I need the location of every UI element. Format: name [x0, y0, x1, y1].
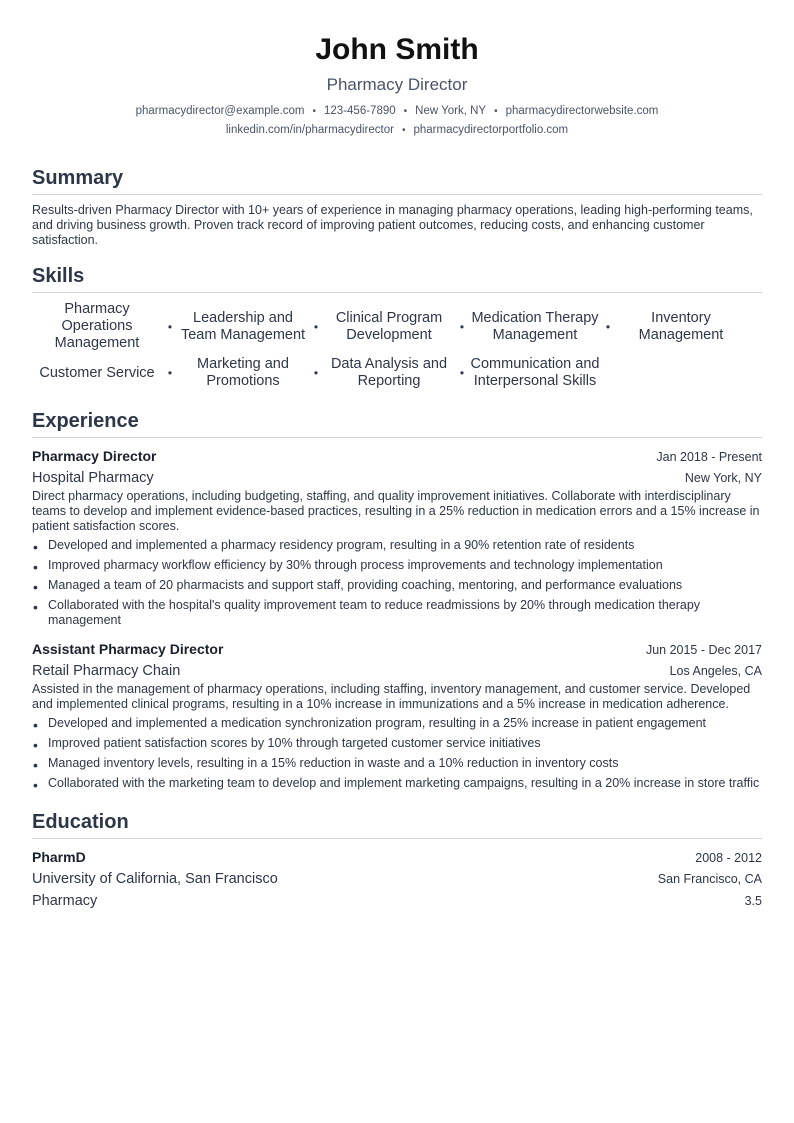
summary-heading: Summary [32, 165, 762, 195]
job-dates: Jan 2018 - Present [656, 450, 762, 464]
education-entry [32, 848, 762, 912]
linkedin-link[interactable]: linkedin.com/in/pharmacydirector [225, 124, 394, 136]
list-item: • Developed and implemented a pharmacy residency program, resulting in a 90% retention rate of residents [32, 538, 762, 553]
phone-number[interactable]: 123-456-7890 [324, 105, 396, 117]
separator-dot: • [313, 366, 319, 380]
separator-dot: • [167, 366, 173, 380]
school-location: San Francisco, CA [657, 872, 762, 886]
skill-item: Marketing and Promotions [197, 356, 289, 389]
job-description: Assisted in the management of pharmacy operations, including staffing, inventory management, and customer service. Developed and implemented clinical programs, resulting in a 10% increase in immunizations and a 5% increase in medication adherence. [32, 682, 751, 711]
separator-dot: • [403, 106, 408, 117]
website-link[interactable]: pharmacydirectorwebsite.com [505, 105, 659, 117]
job-company: Retail Pharmacy Chain [32, 663, 181, 679]
job-header [32, 640, 762, 660]
skill-item: Inventory Management [638, 309, 724, 343]
location-text: New York, NY [415, 105, 487, 117]
skills-row-2 [32, 356, 762, 390]
gpa: 3.5 [744, 894, 762, 908]
job-subheader [32, 660, 762, 682]
list-item: • Collaborated with the marketing team to develop and implement marketing campaigns, resulting in a 20% increase in store traffic [32, 776, 762, 791]
contact-row-2 [32, 121, 762, 140]
list-item: • Managed a team of 20 pharmacists and support staff, providing coaching, mentoring, and performance evaluations [32, 578, 762, 593]
email-link[interactable]: pharmacydirector@example.com [135, 105, 305, 117]
job-company: Hospital Pharmacy [32, 470, 154, 486]
separator-dot: • [401, 125, 406, 136]
education-header [32, 848, 762, 868]
skills-section [32, 263, 762, 390]
education-subheader [32, 868, 762, 890]
candidate-name: John Smith [315, 33, 479, 66]
list-item: • Improved patient satisfaction scores by 10% through targeted customer service initiatives [32, 736, 762, 751]
summary-text: Results-driven Pharmacy Director with 10+ years of experience in managing pharmacy operations, leading high-performing teams, and driving business growth. Proven track record of improving patient outcomes, reducing costs, and enhancing customer satisfaction. [32, 203, 753, 247]
skill-item: Clinical Program Development [335, 309, 443, 343]
separator-dot: • [313, 319, 319, 334]
job-role: Pharmacy Director [32, 448, 157, 464]
separator-dot: • [167, 319, 173, 334]
list-item: • Managed inventory levels, resulting in a 15% reduction in waste and a 10% reduction in inventory costs [32, 756, 762, 771]
job-dates: Jun 2015 - Dec 2017 [645, 643, 762, 657]
list-item: • Collaborated with the hospital's quality improvement team to reduce readmissions by 20% through medication therapy management [32, 598, 762, 628]
school-name: University of California, San Francisco [32, 871, 278, 887]
separator-dot: • [459, 319, 465, 334]
job-role: Assistant Pharmacy Director [32, 641, 224, 657]
skills-row-1 [32, 301, 762, 352]
skill-item: Customer Service [39, 364, 155, 381]
list-item: • Improved pharmacy workflow efficiency by 30% through process improvements and technology implementation [32, 558, 762, 573]
skills-heading: Skills [32, 263, 762, 293]
skill-item: Data Analysis and Reporting [330, 356, 448, 389]
job-entry [32, 640, 762, 791]
job-entry [32, 447, 762, 628]
field-of-study: Pharmacy [32, 893, 98, 909]
separator-dot: • [312, 106, 317, 117]
skill-item: Leadership and Team Management [180, 309, 306, 343]
job-location: New York, NY [684, 471, 762, 485]
job-bullets [32, 538, 762, 628]
candidate-title: Pharmacy Director [326, 75, 468, 94]
education-heading: Education [32, 809, 762, 839]
education-dates: 2008 - 2012 [695, 851, 762, 865]
skills-grid [32, 301, 762, 390]
separator-dot: • [494, 106, 498, 117]
job-bullets [32, 716, 762, 791]
job-header [32, 447, 762, 467]
contact-row-1 [32, 102, 762, 121]
education-section [32, 809, 762, 912]
education-details [32, 890, 762, 912]
experience-section [32, 408, 762, 791]
skill-item: Communication and Interpersonal Skills [470, 356, 600, 389]
separator-dot: • [605, 319, 611, 334]
contact-info [32, 102, 762, 140]
separator-dot: • [459, 366, 465, 380]
portfolio-link[interactable]: pharmacydirectorportfolio.com [413, 124, 569, 136]
job-location: Los Angeles, CA [669, 664, 762, 678]
skill-item: Medication Therapy Management [471, 309, 599, 343]
summary-section [32, 165, 762, 248]
job-description: Direct pharmacy operations, including budgeting, staffing, and quality improvement initiatives. Collaborate with interdisciplinary teams to develop and implement evidence-based practices, resulting in a 25% reduction in medication errors and a 15% increase in patient satisfaction scores. [32, 489, 760, 533]
list-item: • Developed and implemented a medication synchronization program, resulting in a 25% increase in patient engagement [32, 716, 762, 731]
experience-heading: Experience [32, 408, 762, 438]
degree: PharmD [32, 849, 86, 865]
skill-item: Pharmacy Operations Management [54, 301, 140, 351]
job-subheader [32, 467, 762, 489]
